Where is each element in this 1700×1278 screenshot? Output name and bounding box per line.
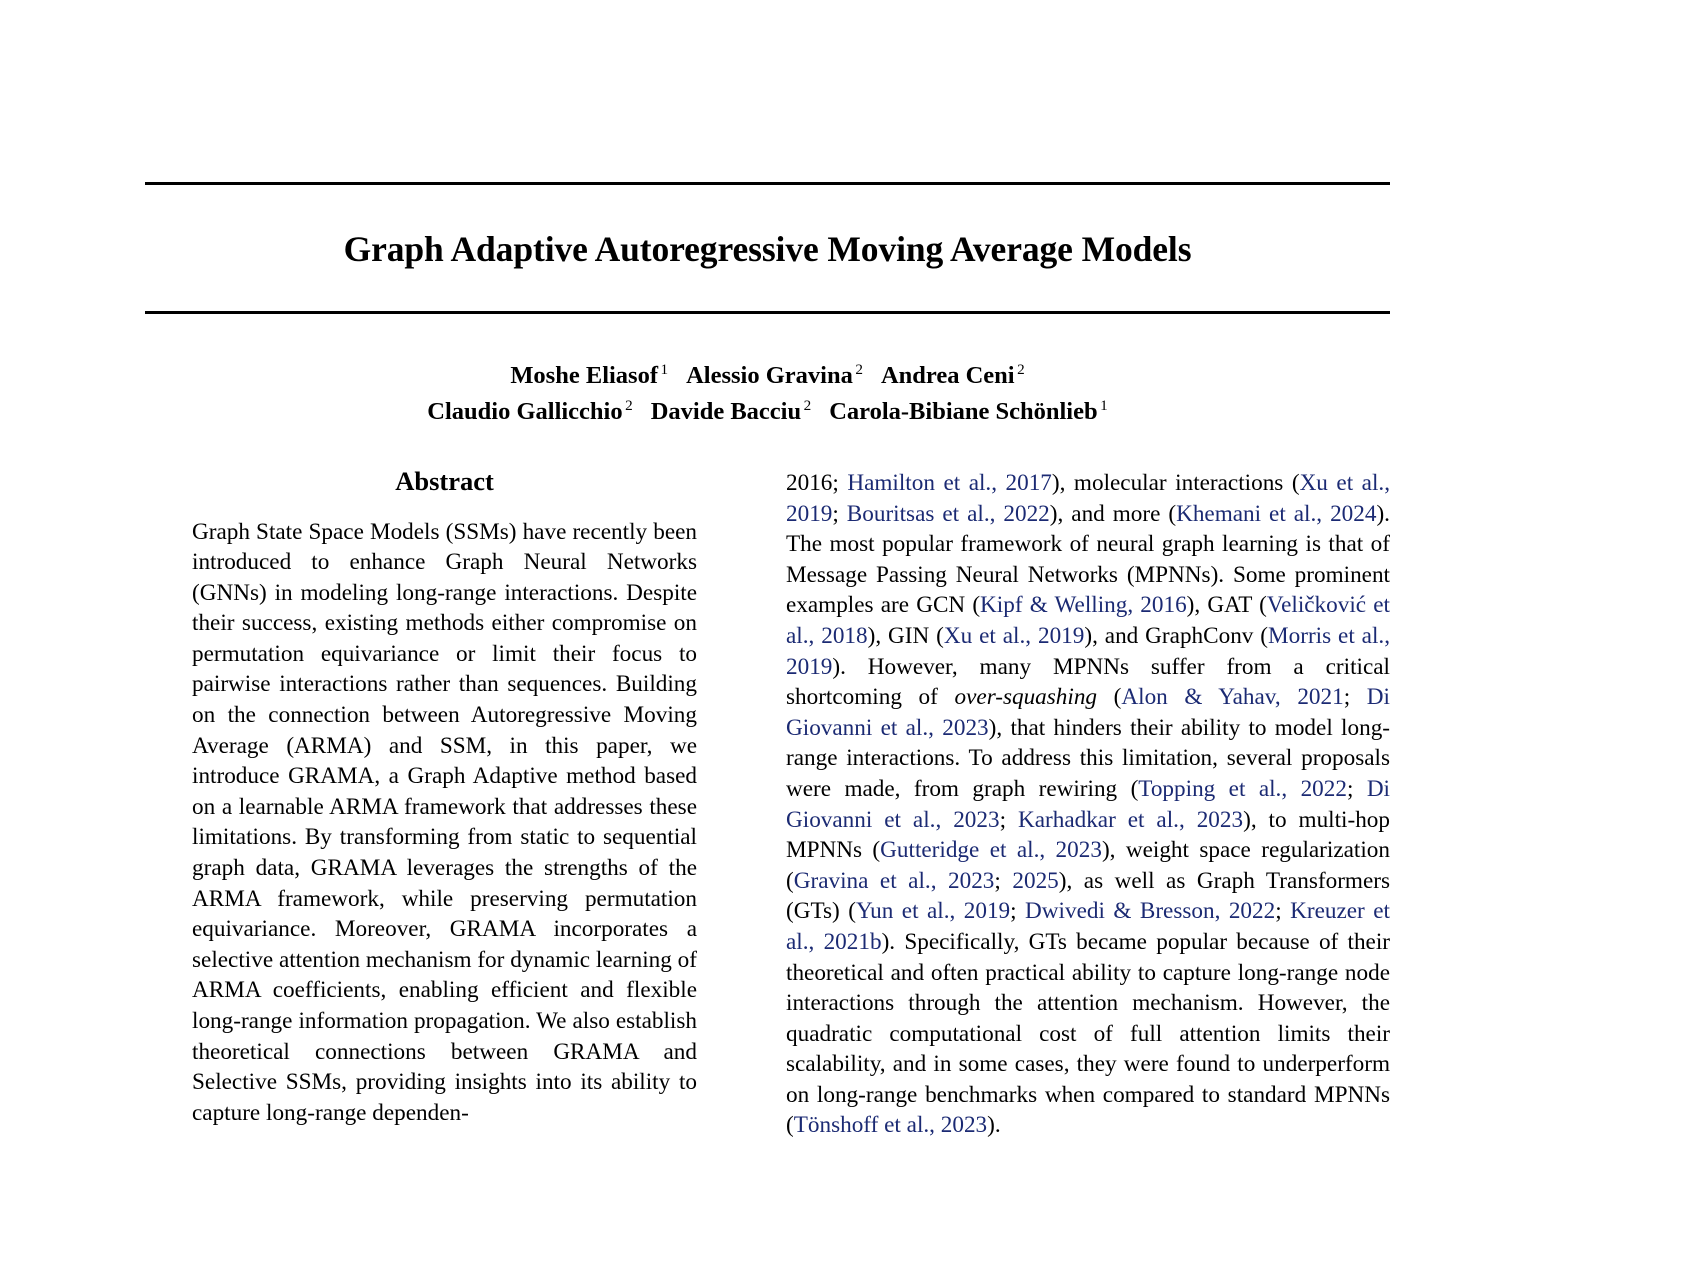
citation-link[interactable]: Hamilton et al., 2017 bbox=[847, 470, 1052, 496]
citation-link[interactable]: Gravina et al., 2023 bbox=[793, 867, 995, 894]
citation-link[interactable]: Di Giovanni et al., 2023 bbox=[786, 684, 1390, 741]
author-affiliation: 1 bbox=[1100, 397, 1108, 415]
citation-link[interactable]: Tönshoff et al., 2023 bbox=[793, 1112, 988, 1139]
abstract-column bbox=[192, 468, 697, 1128]
author-entry bbox=[510, 362, 668, 389]
author-affiliation: 1 bbox=[660, 360, 669, 378]
author-name: Moshe Eliasof bbox=[510, 362, 658, 389]
citation-link[interactable]: Morris et al., 2019 bbox=[786, 622, 1391, 680]
author-line-2 bbox=[145, 394, 1390, 430]
citation-link[interactable]: Di Giovanni et al., 2023 bbox=[786, 775, 1390, 833]
author-affiliation: 2 bbox=[803, 397, 812, 415]
author-name: Andrea Ceni bbox=[880, 362, 1015, 389]
citation-link[interactable]: Yun et al., 2019 bbox=[855, 898, 1011, 925]
citation-link[interactable]: Xu et al., 2019 bbox=[943, 622, 1085, 649]
author-affiliation: 2 bbox=[625, 397, 633, 415]
author-name: Claudio Gallicchio bbox=[427, 398, 623, 426]
citation-link[interactable]: Gutteridge et al., 2023 bbox=[880, 837, 1102, 864]
citation-link[interactable]: Bouritsas et al., 2022 bbox=[846, 500, 1050, 527]
author-entry bbox=[829, 398, 1108, 425]
citation-link[interactable]: Xu et al., 2019 bbox=[786, 470, 1390, 527]
abstract-body bbox=[192, 517, 697, 1129]
author-name: Alessio Gravina bbox=[686, 362, 853, 389]
author-line-1 bbox=[145, 358, 1390, 394]
abstract-paragraph: Graph State Space Models (SSMs) have recently been introduced to enhance Graph Neural Networks (GNNs) in modeling long-range interactions. Despite their success, existing methods either compromise on permutation equivariance or limit their focus to pairwise interactions rather than sequences. Building on the connection between Autoregressive Moving Average (ARMA) and SSM, in this paper, we introduce GRAMA, a Graph Adaptive method based on a learnable ARMA framework that addresses these limitations. By transforming from static to sequential graph data, GRAMA leverages the strengths of the ARMA framework, while preserving permutation equivariance. Moreover, GRAMA incorporates a selective attention mechanism for dynamic learning of ARMA coefficients, enabling efficient and flexible long-range information propagation. We also establish theoretical connections between GRAMA and Selective SSMs, providing insights into its ability to capture long-range dependen- bbox=[192, 518, 697, 1126]
author-entry bbox=[651, 398, 812, 425]
citation-link[interactable]: Kipf & Welling, 2016 bbox=[980, 592, 1187, 619]
emphasis-text: over-squashing bbox=[954, 684, 1098, 711]
citation-link[interactable]: Kreuzer et al., 2021b bbox=[786, 898, 1390, 955]
page-title: Graph Adaptive Autoregressive Moving Average Models bbox=[343, 229, 1192, 269]
citation-link[interactable]: Karhadkar et al., 2023 bbox=[1017, 806, 1244, 833]
citation-link[interactable]: 2025 bbox=[1012, 867, 1059, 894]
author-affiliation: 2 bbox=[1017, 360, 1025, 378]
introduction-column bbox=[786, 468, 1390, 1141]
citation-link[interactable]: Alon & Yahav, 2021 bbox=[1121, 684, 1344, 711]
citation-link[interactable]: Khemani et al., 2024 bbox=[1176, 500, 1377, 527]
citation-link[interactable]: Topping et al., 2022 bbox=[1138, 775, 1347, 802]
title-rule-bottom bbox=[145, 311, 1390, 314]
author-entry bbox=[427, 398, 632, 425]
author-entry bbox=[881, 362, 1025, 389]
author-name: Carola-Bibiane Schönlieb bbox=[829, 398, 1098, 426]
introduction-paragraph: 2016; Hamilton et al., 2017), molecular interactions (Xu et al., 2019; Bouritsas et al., 2022), and more (Khemani et al., 2024). The most popular framework of neural graph learning is that of Message Passing Neural Networks (MPNNs). Some prominent examples are GCN (Kipf & Welling, 2016), GAT (Veličković et al., 2018), GIN (Xu et al., 2019), and GraphConv (Morris et al., 2019). However, many MPNNs suffer from a critical shortcoming of over-squashing (Alon & Yahav, 2021; Di Giovanni et al., 2023), that hinders their ability to model long-range interactions. To address this limitation, several proposals were made, from graph rewiring (Topping et al., 2022; Di Giovanni et al., 2023; Karhadkar et al., 2023), to multi-hop MPNNs (Gutteridge et al., 2023), weight space regularization (Gravina et al., 2023; 2025), as well as Graph Transformers (GTs) (Yun et al., 2019; Dwivedi & Bresson, 2022; Kreuzer et al., 2021b). Specifically, GTs became popular because of their theoretical and often practical ability to capture long-range node interactions through the attention mechanism. However, the quadratic computational cost of full attention limits their scalability, and in some cases, they were found to underperform on long-range benchmarks when compared to standard MPNNs (Tönshoff et al., 2023). bbox=[786, 470, 1391, 1139]
author-affiliation: 2 bbox=[855, 360, 863, 378]
author-entry bbox=[686, 362, 863, 389]
abstract-heading: Abstract bbox=[395, 466, 494, 496]
author-name: Davide Bacciu bbox=[650, 398, 802, 426]
author-list bbox=[145, 358, 1390, 431]
body-columns bbox=[0, 468, 1700, 1278]
citation-link[interactable]: Dwivedi & Bresson, 2022 bbox=[1025, 898, 1276, 925]
title-block bbox=[145, 182, 1390, 314]
citation-link[interactable]: Veličković et al., 2018 bbox=[786, 592, 1390, 649]
